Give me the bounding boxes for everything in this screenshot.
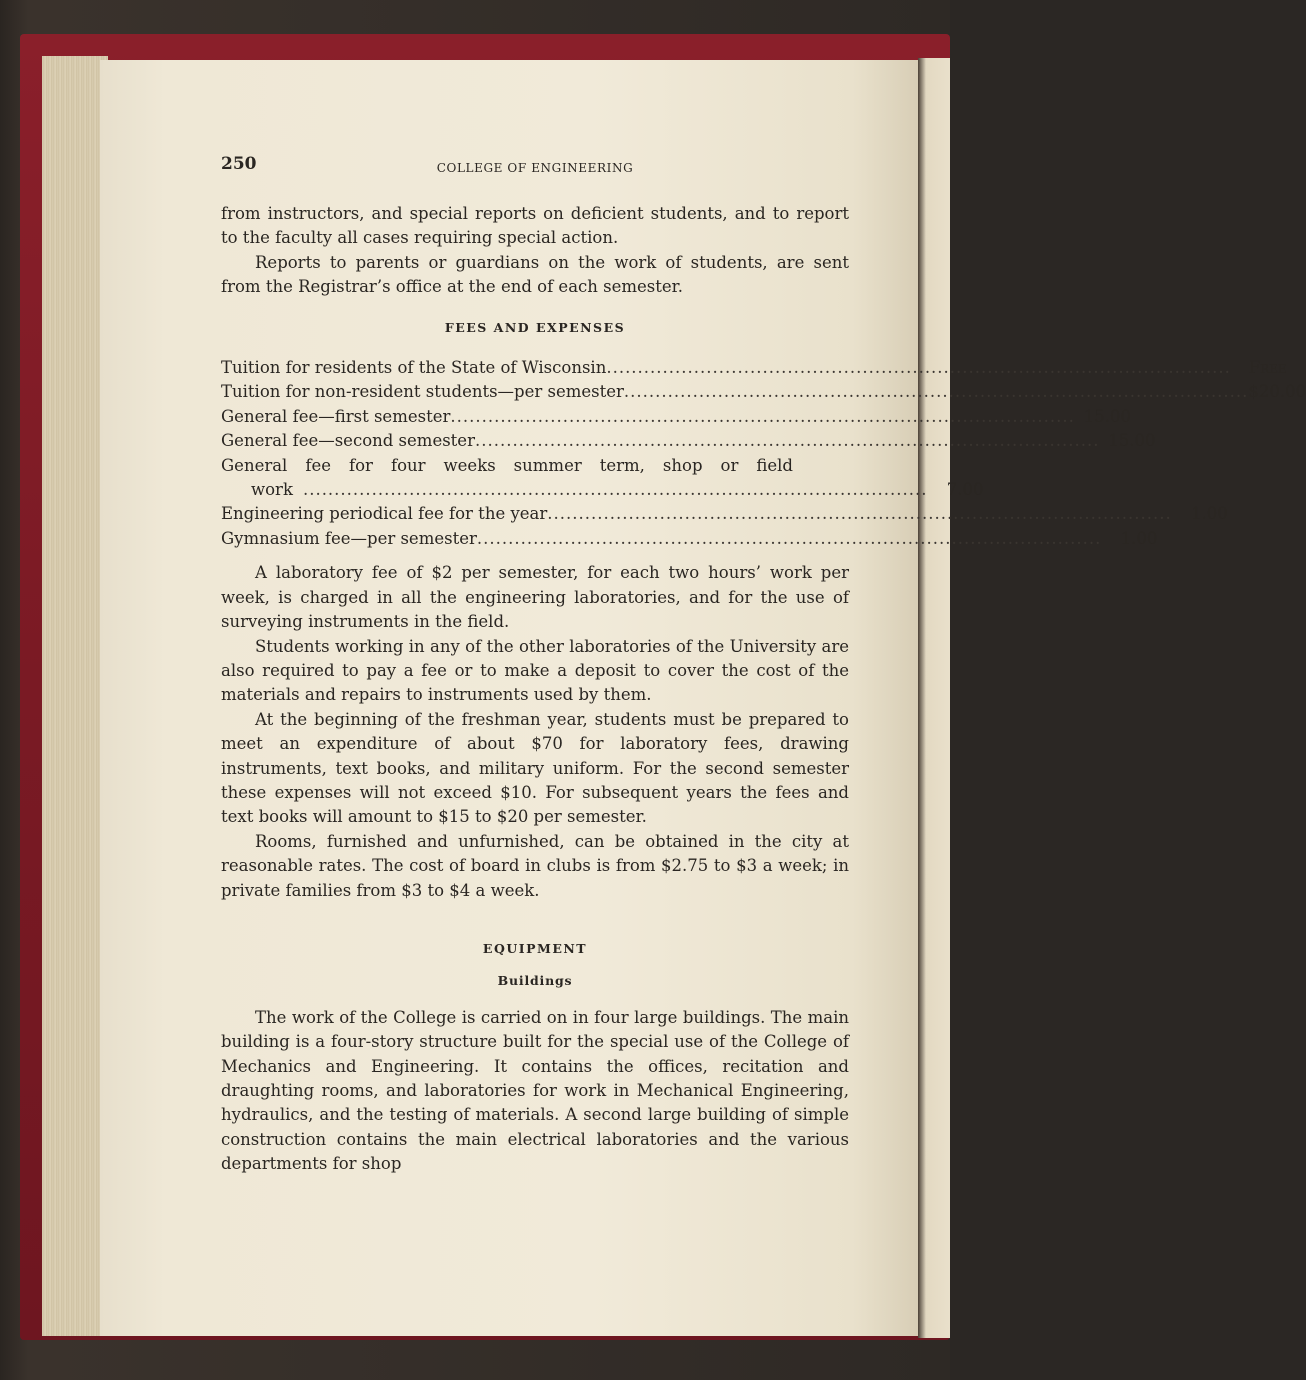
fees-paragraph-2: Students working in any of the other laboratories of the University are also required to pay a fee or to make a deposit to cover the cost of the materials and repairs to instruments used by them. xyxy=(221,636,849,705)
fee-label: Tuition for non-resident students—per semester xyxy=(221,382,624,402)
fee-label: General fee for four weeks summer term, shop or field xyxy=(221,455,793,475)
equipment-paragraph-1: The work of the College is carried on in four large buildings. The main building is a four-story structure built for the special use of the College of Mechanics and Engineering. It contains the offices, recitation and draughting rooms, and laboratories for work in Mechanical Engineering, hydraulics, and the testing of materials. A second large building of simple construction contains the main electrical laboratories and the various departments for shop xyxy=(221,1007,849,1174)
fee-amount: 7.00 xyxy=(946,480,984,500)
fees-paragraph-4: Rooms, furnished and unfurnished, can be obtained in the city at reasonable rates. The cost of board in clubs is from $2.75 to $3 a week; in private families from $3 to $4 a week. xyxy=(221,831,849,900)
leader-dots: .................................................................................................... xyxy=(606,358,1231,378)
leader-dots: .................................................................................................... xyxy=(450,406,1075,426)
fee-label: Gymnasium fee—per semester xyxy=(221,528,477,548)
intro-paragraph-1: from instructors, and special reports on deficient students, and to report to the faculty all cases requiring special action. xyxy=(221,204,849,248)
leader-dots: .................................................................................................... xyxy=(474,431,1100,451)
fee-label: Tuition for residents of the State of Wisconsin xyxy=(221,358,607,378)
fee-row xyxy=(221,356,1287,380)
fee-row xyxy=(221,380,1306,404)
fee-amount: 1.00 xyxy=(1120,528,1158,548)
running-head-title: COLLEGE OF ENGINEERING xyxy=(436,161,634,175)
fee-row xyxy=(221,405,1131,429)
fee-label: Engineering periodical fee for the year xyxy=(221,504,548,524)
fee-row xyxy=(221,429,1156,453)
buildings-subheading: Buildings xyxy=(497,973,573,989)
page-number: 250 xyxy=(221,154,257,174)
leader-dots: .................................................................................................... xyxy=(476,528,1102,548)
page-edges xyxy=(42,56,108,1336)
fee-row xyxy=(221,527,1158,551)
fee-label: General fee—second semester xyxy=(221,431,475,451)
fee-amount: 15.00 xyxy=(1083,406,1131,426)
fee-amount: Free xyxy=(1248,358,1287,378)
leader-dots: .................................................................................................... xyxy=(547,504,1172,524)
fee-label: General fee—first semester xyxy=(221,406,451,426)
leader-dots: .................................................................................................... xyxy=(623,382,1249,402)
facing-page-edge xyxy=(918,58,950,1338)
fee-row xyxy=(221,502,1228,526)
fee-row xyxy=(221,478,984,502)
fee-amount: 1.00 xyxy=(1191,504,1228,524)
equipment-heading: EQUIPMENT xyxy=(482,940,588,956)
fee-label-continued: work xyxy=(251,480,293,500)
fees-heading: FEES AND EXPENSES xyxy=(444,319,626,335)
intro-paragraph-2: Reports to parents or guardians on the work of students, are sent from the Registrar’s office at the end of each semester. xyxy=(221,252,849,297)
fee-table xyxy=(221,356,1306,551)
running-head xyxy=(221,150,849,180)
fee-amount: 15.00 xyxy=(1108,431,1156,451)
fees-paragraph-1: A laboratory fee of $2 per semester, for each two hours’ work per week, is charged in all the engineering laboratories, and for the use of surveying instruments in the field. xyxy=(221,563,849,632)
page-content xyxy=(221,150,1306,1177)
fee-amount: $20.00 xyxy=(1248,382,1306,402)
fees-paragraph-3: At the beginning of the freshman year, students must be prepared to meet an expenditure of about $70 for laboratory fees, drawing instruments, text books, and military uniform. For the second semester these expenses will not exceed $10. For subsequent years the fees and text books will amount to $15 to $20 per semester. xyxy=(221,709,849,827)
leader-dots: .................................................................................................... xyxy=(302,480,928,500)
